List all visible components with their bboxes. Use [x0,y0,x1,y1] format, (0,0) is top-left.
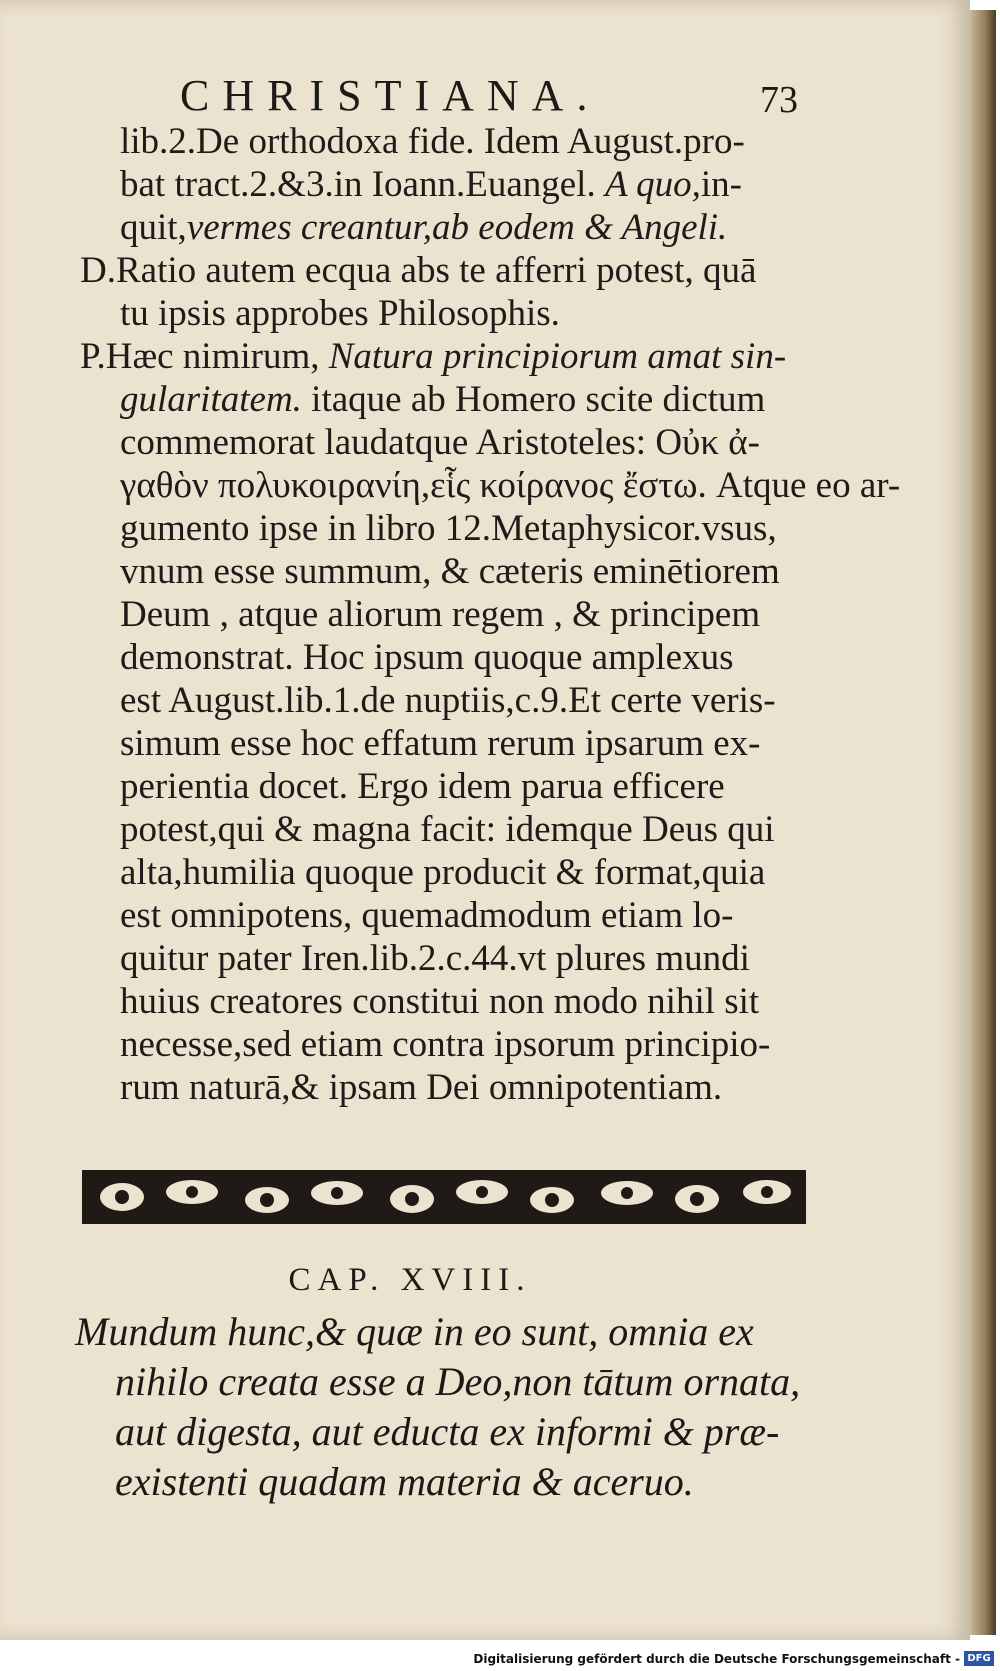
chapter-summary [75,1307,815,1507]
text-line [80,120,800,163]
text-line [80,1023,800,1066]
text-line [80,722,800,765]
text-line [80,980,800,1023]
text-line [80,808,800,851]
footer-credit: Digitalisierung gefördert durch die Deutsche Forschungsgemeinschaft - [473,1652,960,1666]
text-segment: D.Ratio autem ecqua abs te afferri potest, quā [80,250,757,291]
decorative-vine-border [82,1162,806,1232]
text-line [80,335,800,378]
body-text [80,120,901,1109]
chapter-heading: CAP. XVIII. [288,1262,532,1298]
text-segment: bat tract.2.&3.in Ioann.Euangel. [120,164,605,205]
text-line [80,163,800,206]
text-segment: gumento ipse in libro 12.Metaphysicor.vsus, [120,508,777,549]
text-segment: commemorat laudatque Aristoteles: Οὐκ ἀ- [120,422,760,463]
summary-line: Mundum hunc,& quæ in eo sunt, omnia ex [75,1309,754,1354]
text-line [80,249,800,292]
italic-segment: Natura principiorum amat sin- [328,336,787,377]
italic-segment: vermes creantur,ab eodem & Angeli. [186,207,728,248]
text-segment: est omnipotens, quemadmodum etiam lo- [120,895,734,936]
italic-segment: gularitatem. [120,379,302,420]
summary-line: nihilo creata esse a Deo,non tātum ornata, [115,1359,801,1404]
dfg-logo: DFG [964,1651,994,1666]
text-line [80,378,800,421]
text-segment: rum naturā,& ipsam Dei omnipotentiam. [120,1067,723,1108]
text-segment: demonstrat. Hoc ipsum quoque amplexus [120,637,734,678]
page-number: 73 [760,79,798,121]
text-line [80,206,800,249]
summary-line: existenti quadam materia & aceruo. [115,1459,694,1504]
text-segment: Deum , atque aliorum regem , & principem [120,594,761,635]
italic-segment: A quo, [604,164,701,205]
text-line [80,937,800,980]
text-line [80,636,800,679]
text-segment: perientia docet. Ergo idem parua efficere [120,766,725,807]
text-segment: tu ipsis approbes Philosophis. [120,293,560,334]
text-segment: P.Hæc nimirum, [80,336,329,377]
book-page-edge [970,10,996,1635]
text-line [80,292,800,335]
text-segment: potest,qui & magna facit: idemque Deus qui [120,809,775,850]
text-segment: vnum esse summum, & cæteris eminētiorem [120,551,780,592]
text-line [80,421,800,464]
text-segment: itaque ab Homero scite dictum [301,379,766,420]
text-segment: simum esse hoc effatum rerum ipsarum ex- [120,723,761,764]
text-segment: huius creatores constitui non modo nihil sit [120,981,760,1022]
text-segment: est August.lib.1.de nuptiis,c.9.Et certe veris- [120,680,776,721]
text-line [80,894,800,937]
text-line [80,550,800,593]
text-line [80,464,901,507]
text-line [80,507,800,550]
text-segment: lib.2.De orthodoxa fide. Idem August.pro- [120,121,745,162]
text-line [80,593,800,636]
text-segment: in- [700,164,743,205]
text-line [80,851,800,894]
text-segment: alta,humilia quoque producit & format,quia [120,852,766,893]
text-segment: quitur pater Iren.lib.2.c.44.vt plures mundi [120,938,750,979]
summary-line: aut digesta, aut educta ex informi & præ- [115,1409,780,1454]
text-segment: γαθὸν πολυκοιρανίη,εἷς κοίρανος ἔστω. Atque eo ar- [120,465,901,506]
text-line [80,1066,800,1109]
footer-bar [0,1648,1000,1671]
text-line [80,679,800,722]
running-head: CHRISTIANA. [180,71,601,120]
text-line [80,765,800,808]
text-segment: quit, [120,207,187,248]
text-segment: necesse,sed etiam contra ipsorum principio- [120,1024,771,1065]
